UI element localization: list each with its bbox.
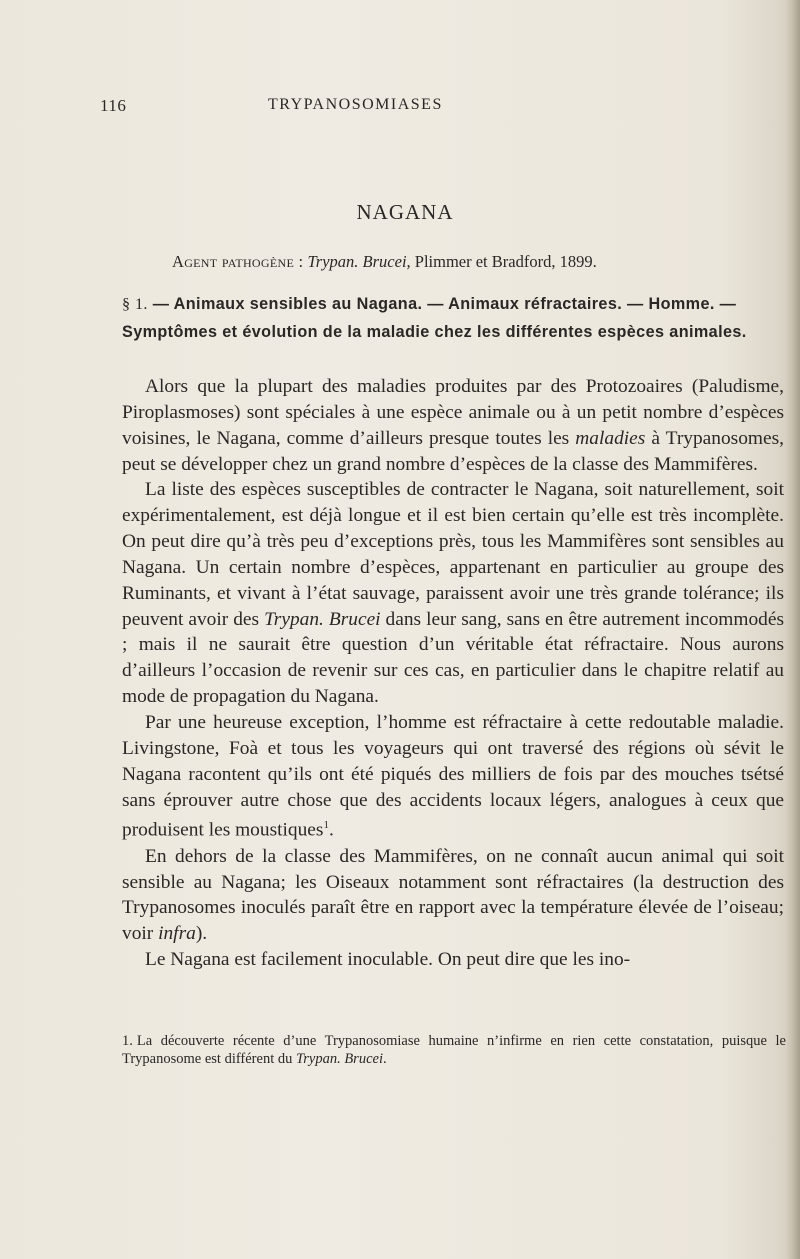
paragraph-text: Le Nagana est facilement inoculable. On peut dire que les ino- [145, 949, 631, 971]
section-heading-text: — Animaux sensibles au Nagana. — Animaux réfractaires. — Homme. — Symptômes et évolution de la maladie chez les différentes espèces animales. [122, 295, 747, 341]
paragraph [122, 844, 784, 947]
section-heading [122, 290, 782, 346]
footnote-italic: Trypan. Brucei [295, 1051, 383, 1067]
section-number: § 1. [122, 295, 148, 313]
paragraph [122, 710, 784, 844]
paragraph-text: Alors que la plupart des maladies produites par des Protozoaires (Paludisme, Piroplasmoses) sont spéciales à une espèce animale ou à un petit nombre d’espèces voisines, le Nagana, comme d’ailleurs presque toutes les [122, 376, 784, 449]
footnote-text-end: . [382, 1051, 387, 1067]
running-head [100, 96, 700, 120]
footnote [122, 1032, 786, 1068]
italic-text: infra [158, 923, 196, 945]
paragraph-text: En dehors de la classe des Mammifères, on ne connaît aucun animal qui soit sensible au Nagana; les Oiseaux notamment sont réfractaires (la destruction des Trypanosomes inoculés paraît être en rapport avec la température élevée de l’oiseau; voir [122, 845, 784, 945]
footnote-number: 1. [122, 1033, 133, 1049]
paragraph [122, 947, 784, 973]
agent-species: Trypan. Brucei, [307, 252, 411, 271]
chapter-title: NAGANA [356, 200, 454, 224]
paragraph [122, 477, 784, 710]
paragraph-text: La liste des espèces susceptibles de contracter le Nagana, soit naturellement, soit expérimentalement, est déjà longue et il est bien certain qu’elle est très incomplète. On peut dire qu’à très peu d’exceptions près, tous les Mammifères sont sensibles au Nagana. Un certain nombre d’espèces, appartenant en particulier au groupe des Ruminants, et vivant à l’état sauvage, paraissent avoir une très grande tolérance; ils peuvent avoir des [122, 479, 784, 630]
paragraph-text: . [328, 819, 334, 841]
pathogenic-agent-line [172, 252, 782, 272]
paragraph-text: dans leur sang, sans en être autrement incommodés ; mais il ne saurait être question d’un véritable état réfractaire. Nous aurons d’ailleurs l’occasion de revenir sur ces cas, en particulier dans le chapitre relatif au mode de propagation du Nagana. [122, 608, 784, 708]
running-title: TRYPANOSOMIASES [268, 96, 443, 113]
body-text [122, 374, 784, 973]
paragraph-text: ). [195, 923, 208, 945]
italic-text: maladies [575, 427, 646, 449]
page-edge-shadow [786, 0, 800, 1259]
italic-text: Trypan. Brucei [264, 608, 381, 630]
agent-authors: Plimmer et Bradford, 1899. [414, 252, 597, 271]
paragraph-text: Par une heureuse exception, l’homme est réfractaire à cette redoutable maladie. Livingstone, Foà et tous les voyageurs qui ont traversé des régions où sévit le Nagana racontent qu’ils ont été piqués des milliers de fois par des mouches tsétsé sans éprouver autre chose que des accidents locaux légers, analogues à ceux que produisent les moustiques [122, 711, 784, 841]
agent-label: Agent pathogène : [172, 252, 304, 271]
footnote-text: La découverte récente d’une Trypanosomiase humaine n’infirme en rien cette constatation, puisque le Trypanosome est différent du [122, 1033, 786, 1067]
paragraph [122, 374, 784, 477]
paragraph-text: à Trypanosomes, peut se développer chez un grand nombre d’espèces de la classe des Mammifères. [122, 427, 784, 475]
page-number: 116 [100, 96, 127, 115]
footnote-marker: 1 [323, 819, 329, 832]
